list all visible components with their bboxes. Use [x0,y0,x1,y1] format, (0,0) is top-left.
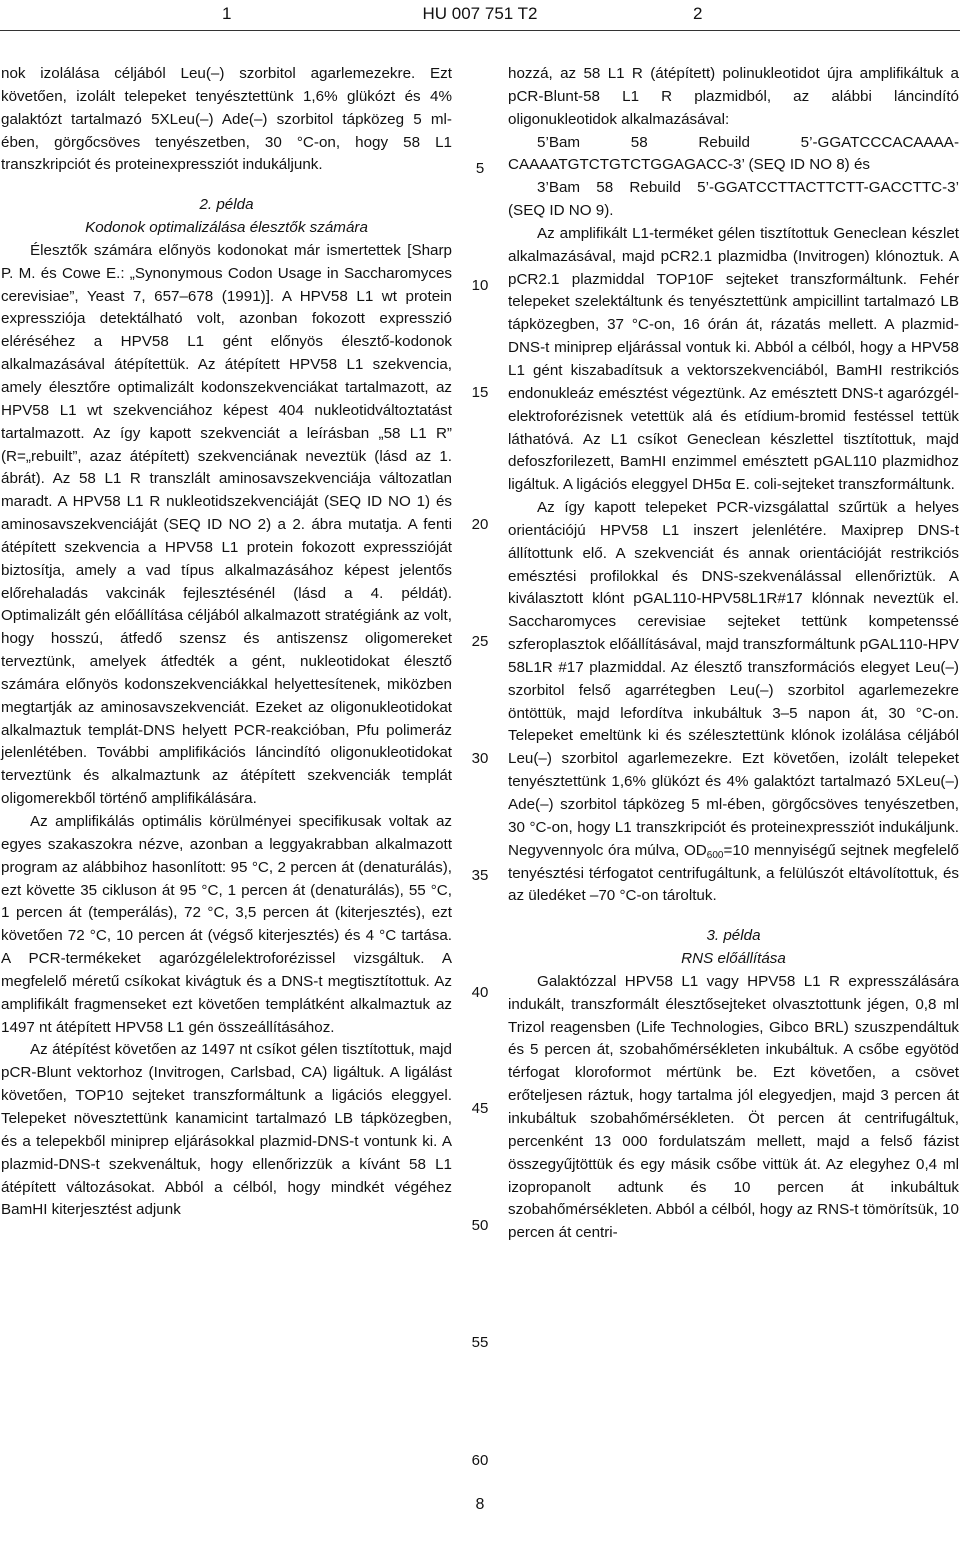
primer-sequence: 3’Bam 58 Rebuild 5’-GGATCCTTACTTCTT-GACCTTC-3’ (SEQ ID NO 9). [508,179,959,220]
example-3-title: 3. példa [706,927,761,945]
line-number: 60 [471,1452,489,1469]
line-number-gutter [462,0,498,1541]
line-number: 40 [471,984,489,1001]
spacer [508,908,959,925]
line-number: 25 [471,633,489,650]
paragraph: Élesztők számára előnyös kodonokat már ismertettek [Sharp P. M. és Cowe E.: „Synonymous Codon Usage in Saccharomyces cerevisiae”, Yeast 7, 657–678 (1991)]. A HPV58 L1 wt protein expressziója detektálható volt, azonban fokozott expresszió eléréséhez a HPV58 L1 gént előnyös élesztő-kodonok alkalmazásával átépítettük. Az átépített HPV58 L1 szekvencia, amely élesztőre optimalizált kodonszekvenciákat tartalmazott, az HPV58 L1 wt szekvenciához képest 404 nukleotidváltoztatást tartalmazott. Az így kapott szekvenciát a leírásban „58 L1 R” (R=„rebuilt”, azaz átépített) szekvenciának neveztük (lásd az 1. ábrát). Az 58 L1 R transzlált aminosavszekvenciája változatlan maradt. A HPV58 L1 R nukleotidszekvenciáját (SEQ ID NO 1) és aminosavszekvenciáját (SEQ ID NO 2) a 2. ábra mutatja. A fenti átépített szekvencia a HPV58 L1 protein fokozott expresszióját biztosítja, amely a vad típus alkalmazásához képest jelentős előrehaladás vakcinák fejlesztésénél (lásd a 4. példát). Optimalizált gén előállítása céljából alkalmazott stratégiánk az volt, hogy hosszú, átfedő szensz és antiszensz oligomereket terveztünk, amelyek átfedték a gént, nukleotidokat élesztő számára előnyös kodonszekvenciákkal helyettesítenek, miközben megtartják az aminosavszekvenciát. Ezeket az oligonukleotidokat alkalmaztuk templát-DNS helyett PCR-reakcióban, Pfu polimeráz jelenlétében. További amplifikációs láncindító oligonukleotidokat terveztünk és alkalmaztunk az átépített szekvenciák templát oligomerekből történő amplifikálására. [1,241,452,808]
page-number: 8 [475,1496,485,1513]
paragraph-text: =10 mennyiségű sejtnek megfelelő tenyésztési térfogatot centrifugáltunk, a felülúszót eltávolítottuk, és az üledéket –70 °C-on tároltuk. [508,841,959,905]
line-number: 45 [471,1100,489,1117]
line-number: 10 [471,277,489,294]
paragraph: nok izolálása céljából Leu(–) szorbitol agarlemezekre. Ezt követően, izolált telepeket tenyésztettünk 1,6% glükózt és 4% galaktózt tartalmazó 5XLeu(–) Ade(–) szorbitol tápközeg 5 ml-ében, görgőcsöves tenyészetben, 30 °C-on, hogy 58 L1 transzkripciót és proteinexpressziót indukáljunk. [1,65,452,174]
right-column [508,63,959,1245]
left-column [1,63,452,1222]
example-2-subtitle: Kodonok optimalizálása élesztők számára [85,219,368,237]
example-3-subtitle: RNS előállítása [681,950,786,968]
line-number: 5 [475,160,485,177]
line-number: 50 [471,1217,489,1234]
paragraph: Az amplifikálás optimális körülményei specifikusak voltak az egyes szakaszokra nézve, azonban a leggyakrabban alkalmazott program az alábbihoz hasonlított: 95 °C, 2 percen át (denaturálás), ezt követte 35 cikluson át 95 °C, 1 percen át (denaturálás), 55 °C, 1 percen át (temperálás), 72 °C, 3,5 percen át (kiterjesztés), ezt követően 72 °C, 10 percen át (végső kiterjesztés) és 4 °C tartása. A PCR-termékeket agarózgélelektroforézissel vizsgáltuk. A megfelelő méretű csíkokat kivágtuk és a DNS-t megtisztítottuk. Az amplifikált fragmenseket ezt követően templátként alkalmaztuk az 1497 nt átépített HPV58 L1 gén összeállításához. [1,813,452,1036]
paragraph [508,497,959,908]
paragraph: Az átépítést követően az 1497 nt csíkot gélen tisztítottuk, majd pCR-Blunt vektorhoz (Invitrogen, Carlsbad, CA) ligáltuk. A ligálást követően, TOP10 sejteket transzformáltunk a ligációs eleggyel. Telepeket növesztettünk kanamicint tartalmazó LB tápközegben, és a telepekből miniprep eljárásokkal plazmid-DNS-t vontunk ki. A plazmid-DNS-t szekvenáltuk, hogy ellenőrizzük a kívánt 58 L1 átépített változásokat. Abból a célból, hogy mindkét végéhez BamHI kiterjesztést adjunk [1,1041,452,1219]
paragraph: hozzá, az 58 L1 R (átépített) polinukleotidot újra amplifikáltuk a pCR-Blunt-58 L1 R plazmidból, az alábbi láncindító oligonukleotidok alkalmazásával: [508,65,959,128]
header-document-id: HU 007 751 T2 [422,4,538,23]
primer-sequence: 5’Bam 58 Rebuild 5’-GGATCCCACAAAA-CAAAATGTCTGTCTGGAGACC-3’ (SEQ ID NO 8) és [508,133,959,174]
paragraph: Galaktózzal HPV58 L1 vagy HPV58 L1 R expresszálására indukált, transzformált élesztősejteket olvasztottunk jégen, 0,8 ml Trizol reagensben (Life Technologies, Gibco BRL) szuszpendáltuk és 5 percen át, szobahőmérsékleten inkubáltuk. A csőbe egyötöd térfogat kloroformot mértünk be. Ezt követően, a csövet erőteljesen ráztuk, hogy tartalma jól elegyedjen, majd 3 percen át inkubáltuk szobahőmérsékleten. Öt percen át centrifugáltuk, percenként 13 000 fordulatszám mellett, majd a felső fázist összegyűjtöttük és egy másik csőbe vittük át. Az elegyhez 0,4 ml izopropanolt adtunk és 10 percen át inkubáltuk szobahőmérsékleten. Abból a célból, hogy az RNS-t tömörítsük, 10 percen át centri- [508,972,959,1242]
line-number: 35 [471,867,489,884]
line-number: 55 [471,1334,489,1351]
line-number: 15 [471,384,489,401]
paragraph-text: Az így kapott telepeket PCR-vizsgálattal szűrtük a helyes orientációjú HPV58 L1 inszert jelenlétére. Maxiprep DNS-t állítottunk elő. A szekvenciát és annak orientációját restrikciós emésztési profilokkal és DNS-szekvenálással ellenőriztük. A kiválasztott klónt pGAL110-HPV58L1R#17 klónnak neveztük el. Saccharomyces cerevisiae sejteket tettünk kompetenssé szferoplasztok előállításával, majd transzformáltunk pGAL110-HPV 58L1R #17 plazmiddal. Az élesztő transzformációs elegyet Leu(–) szorbitol felső agarrétegben Leu(–) szorbitol agarlemezekre öntöttük, majd lefordítva inkubáltuk 3–5 napon át, 30 °C-on. Telepeket emeltünk ki és szélesztettünk klónok izolálása céljából Leu(–) szorbitol agarlemezekre. Ezt követően, izolált telepeket tenyésztettünk 1,6% glükózt és 4% galaktózt tartalmazó 5XLeu(–) Ade(–) szorbitol tápközeg 5 ml-ében, görgőcsöves tenyészetben, 30 °C-on, hogy L1 transzkripciót és proteinexpressziót indukáljunk. Negyvennyolc óra múlva, OD [508,499,959,859]
spacer [1,177,452,194]
header-left-page-number: 1 [222,4,232,23]
line-number: 20 [471,516,489,533]
line-number: 30 [471,750,489,767]
example-2-title: 2. példa [199,196,254,214]
header-right-page-number: 2 [693,4,703,23]
paragraph: Az amplifikált L1-terméket gélen tisztítottuk Geneclean készlet alkalmazásával, majd pCR2.1 plazmidba (Invitrogen) klónoztuk. A pCR2.1 plazmiddal TOP10F sejteket transzformáltunk. Fehér telepeket szelektáltunk és tenyésztettünk ampicillint tartalmazó LB tápközegben, 37 °C-on, 16 órán át, rázatás mellett. A plazmid-DNS-t miniprep eljárással vontuk ki. Abból a célból, hogy a HPV58 L1 gént kiszabadítsuk a vektorszekvenciából, BamHI restrikciós endonukleáz emésztést végeztünk. Az emésztett DNS-t agarózgél-elektroforézisnek vetettük alá és etídium-bromid festéssel tettük láthatóvá. Az L1 csíkot Geneclean készlettel tisztítottuk, majd defoszforilezett, BamHI enzimmel emésztett pGAL110 plazmidhoz ligáltuk. A ligációs eleggyel DH5α E. coli-sejteket transzformáltunk. [508,224,959,494]
od-subscript: 600 [706,849,724,861]
